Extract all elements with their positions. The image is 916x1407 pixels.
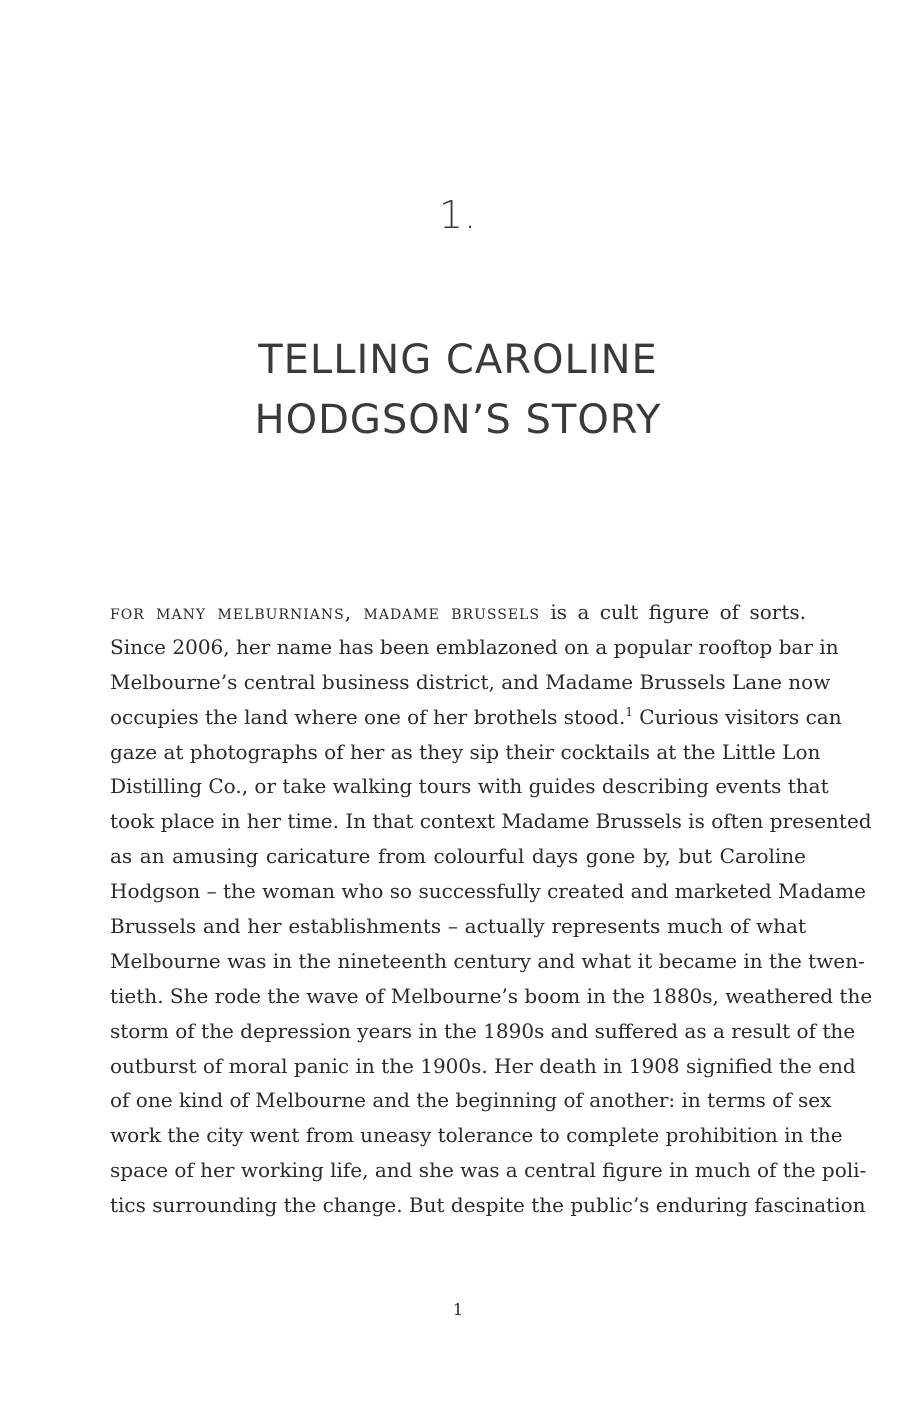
footnote-ref[interactable]: 1 <box>625 704 633 719</box>
text-line <box>110 700 842 735</box>
text-line: tics surrounding the change. But despite the public’s enduring fascination <box>110 1193 866 1218</box>
page-number: 1 <box>452 1300 464 1319</box>
text-line: took place in her time. In that context Madame Brussels is often presented <box>110 809 872 834</box>
chapter-title-line-2: HODGSON’S STORY <box>254 397 662 443</box>
text-line: Distilling Co., or take walking tours with guides describing events that <box>110 774 829 799</box>
text-line: gaze at photographs of her as they sip their cocktails at the Little Lon <box>110 739 821 764</box>
chapter-title <box>110 330 806 450</box>
text-line: tieth. She rode the wave of Melbourne’s boom in the 1880s, weathered the <box>110 983 873 1008</box>
text-line: Brussels and her establishments – actually represents much of what <box>110 914 806 939</box>
text-line: space of her working life, and she was a central figure in much of the poli- <box>110 1158 867 1183</box>
chapter-number: 1. <box>438 193 478 237</box>
text-line: Since 2006, her name has been emblazoned on a popular rooftop bar in <box>110 634 839 659</box>
line-4-b: Curious visitors can <box>632 704 842 729</box>
lead-in-smallcaps: for many melburnians, madame brussels <box>110 600 540 624</box>
text-line: work the city went from uneasy tolerance to complete prohibition in the <box>110 1123 843 1148</box>
text-line: as an amusing caricature from colourful days gone by, but Caroline <box>110 844 806 869</box>
line-1-rest: is a cult figure of sorts. <box>539 600 806 624</box>
text-line: Melbourne’s central business district, and Madame Brussels Lane now <box>110 669 831 694</box>
text-line: of one kind of Melbourne and the beginning of another: in terms of sex <box>110 1088 832 1113</box>
text-line <box>110 595 806 630</box>
text-line: storm of the depression years in the 1890s and suffered as a result of the <box>110 1018 856 1043</box>
chapter-title-line-1: TELLING CAROLINE <box>258 337 658 383</box>
text-line: outburst of moral panic in the 1900s. Her death in 1908 signified the end <box>110 1053 856 1078</box>
text-line: Hodgson – the woman who so successfully created and marketed Madame <box>110 879 866 904</box>
body-text <box>110 595 873 1223</box>
line-4-a: occupies the land where one of her brothels stood. <box>110 704 626 729</box>
text-line: Melbourne was in the nineteenth century and what it became in the twen- <box>110 948 865 973</box>
